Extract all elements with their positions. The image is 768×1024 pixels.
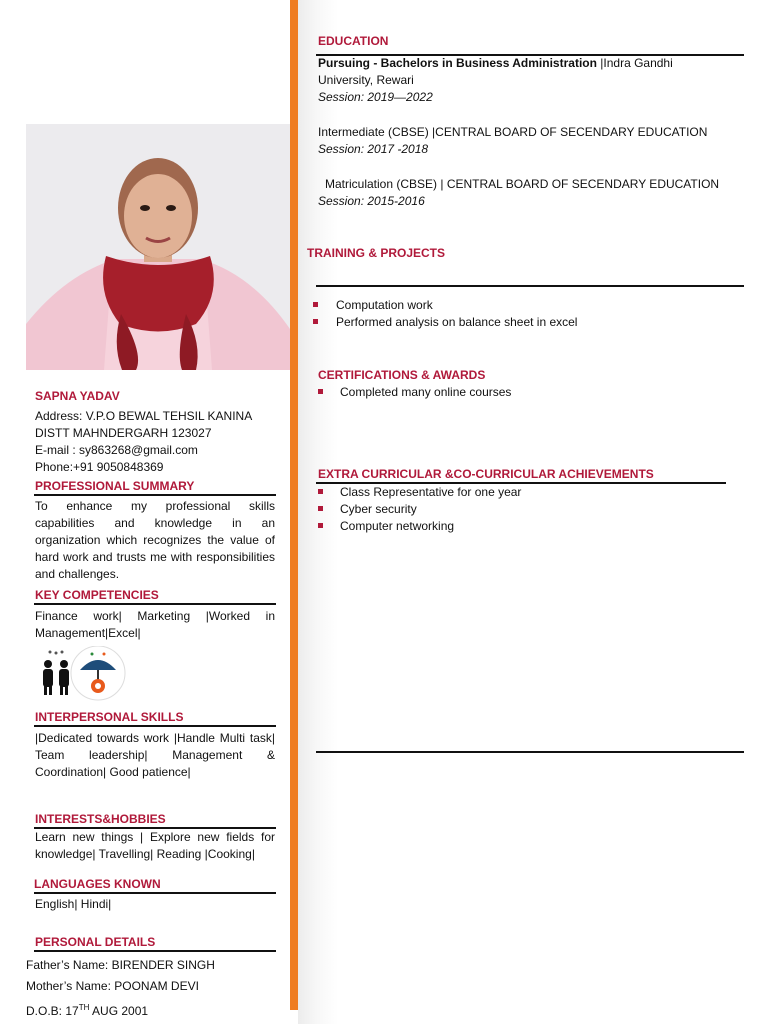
training-heading: TRAINING & PROJECTS [307,246,446,260]
extra-curricular-rule [316,482,726,484]
address-line1: Address: V.P.O BEWAL TEHSIL KANINA [35,409,253,423]
education-entry [325,176,745,193]
bullet-icon [318,389,323,394]
list-item [313,315,577,329]
summary-rule [34,494,276,496]
team-people-icon [43,651,69,696]
training-rule [316,285,744,287]
list-item [318,385,511,399]
competencies-rule [34,603,276,605]
training-item: Performed analysis on balance sheet in excel [336,315,578,329]
key-competencies-text: Finance work| Marketing |Worked in Management|Excel| [35,609,275,640]
mother-name: Mother’s Name: POONAM DEVI [26,979,199,993]
certifications-heading: CERTIFICATIONS & AWARDS [318,368,486,382]
education-institution-line2: University, Rewari [318,73,414,87]
date-of-birth [26,999,148,1020]
bullet-icon [318,523,323,528]
interpersonal-skills-text: |Dedicated towards work |Handle Multi task| Team leadership| Management & Coordination| Good patience| [35,731,275,779]
professional-summary-text: To enhance my professional skills capabilities and knowledge in an organization which recognizes the value of hard work and trusts me with responsibilities and challenges. [35,499,275,581]
education-degree: Matriculation [325,177,394,191]
bullet-icon [318,489,323,494]
list-item [318,519,454,533]
contact-block [35,408,275,476]
education-board: (CBSE) |CENTRAL BOARD OF SECENDARY EDUCATION [384,125,708,139]
education-degree: Intermediate [318,125,385,139]
education-session: Session: 2015-2016 [318,194,425,208]
education-institution: |Indra Gandhi [596,56,673,70]
languages-heading: LANGUAGES KNOWN [34,877,161,891]
extra-curricular-item: Class Representative for one year [340,485,522,499]
email-text: E-mail : sy863268@gmail.com [35,443,198,457]
list-item [313,298,433,312]
interests-heading: INTERESTS&HOBBIES [35,812,166,826]
professional-summary-heading: PROFESSIONAL SUMMARY [35,479,195,493]
languages-text: English| Hindi| [35,897,112,911]
bullet-icon [313,319,318,324]
languages-rule [34,892,276,894]
key-competencies-heading: KEY COMPETENCIES [35,588,159,602]
address-line2: DISTT MAHNDERGARH 123027 [35,426,212,440]
education-entry [318,124,738,141]
education-session: Session: 2017 -2018 [318,142,429,156]
education-heading: EDUCATION [318,34,389,48]
orange-divider [290,0,298,1010]
extra-curricular-item: Cyber security [340,502,417,516]
dob-superscript: TH [78,1003,90,1012]
personal-details-heading: PERSONAL DETAILS [35,935,156,949]
competency-icons [36,646,128,702]
training-item: Computation work [336,298,433,312]
profile-photo [26,124,290,370]
interpersonal-rule [34,725,276,727]
interests-text: Learn new things | Explore new fields for knowledge| Travelling| Reading |Cooking| [35,830,275,861]
education-session: Session: 2019—2022 [318,90,433,104]
list-item [318,485,521,499]
personal-details-rule [34,950,276,952]
education-entry [318,55,728,89]
candidate-name: SAPNA YADAV [35,389,120,403]
education-board: (CBSE) | CENTRAL BOARD OF SECENDARY EDUCATION [393,177,720,191]
extra-curricular-heading: EXTRA CURRICULAR &CO-CURRICULAR ACHIEVEMENTS [318,467,654,481]
list-item [318,502,417,516]
extra-curricular-item: Computer networking [340,519,455,533]
phone-text: Phone:+91 9050848369 [35,460,164,474]
bullet-icon [313,302,318,307]
bullet-icon [318,506,323,511]
dob-suffix: AUG 2001 [89,1004,149,1018]
certification-item: Completed many online courses [340,385,512,399]
umbrella-gear-icon [71,646,125,700]
interpersonal-skills-heading: INTERPERSONAL SKILLS [35,710,184,724]
dob-prefix: D.O.B: 17 [26,1004,79,1018]
education-degree: Pursuing - Bachelors in Business Administration [318,56,597,70]
bottom-rule [316,751,744,753]
father-name: Father’s Name: BIRENDER SINGH [26,958,215,972]
